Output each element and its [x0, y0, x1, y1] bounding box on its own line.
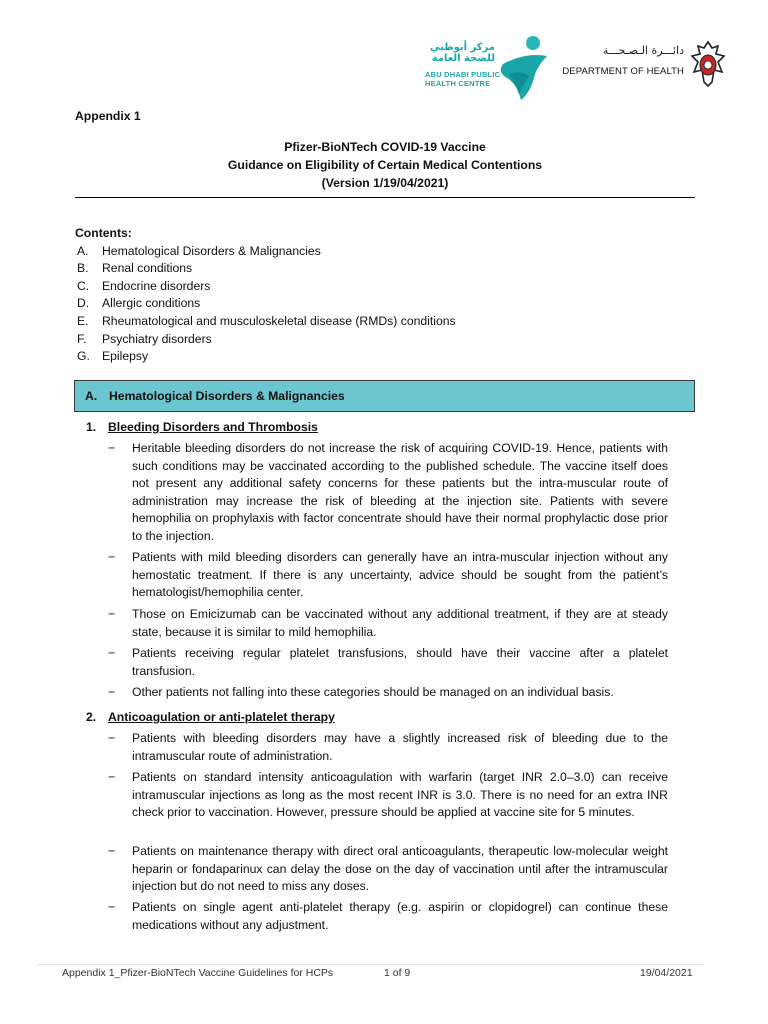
contents-text: Allergic conditions: [102, 296, 201, 311]
bullet-text: Other patients not falling into these categories should be managed on an individual basis.: [132, 685, 614, 699]
contents-heading: Contents:: [75, 226, 132, 240]
title-line-1: Pfizer-BioNTech COVID-19 Vaccine: [284, 140, 486, 154]
contents-letter: D.: [77, 296, 90, 311]
contents-item: [75, 331, 456, 349]
adphc-english-line1: ABU DHABI PUBLIC: [425, 70, 501, 79]
list-item: [108, 730, 668, 765]
footer-divider: [38, 964, 704, 965]
bullet-dash: −: [108, 900, 116, 914]
bullet-dash: −: [108, 685, 116, 699]
contents-letter: E.: [77, 313, 89, 328]
falcon-emblem-icon: [688, 38, 728, 90]
section-letter: A.: [85, 389, 98, 403]
contents-letter: B.: [77, 261, 89, 276]
bullet-dash: −: [108, 441, 116, 455]
adphc-logo: [425, 34, 555, 102]
bullet-text: Patients on maintenance therapy with direct oral anticoagulants, therapeutic low-molecular weight heparin or fondaparinux can delay the dose on the day of vaccination until after the intramuscular injection but do not need to miss any doses.: [132, 844, 668, 893]
doh-english-name: DEPARTMENT OF HEALTH: [562, 66, 684, 77]
document-title: [75, 138, 695, 192]
section-title: Hematological Disorders & Malignancies: [109, 389, 345, 403]
footer-page-number: 1 of 9: [384, 967, 411, 979]
title-divider: [75, 197, 695, 198]
contents-item: [75, 295, 456, 313]
list-item: [108, 606, 668, 641]
bullet-dash: −: [108, 844, 116, 858]
bullet-text: Patients on single agent anti-platelet therapy (e.g. aspirin or clopidogrel) can continue these medications without any adjustment.: [132, 900, 668, 932]
list-item: [108, 645, 668, 680]
contents-item: [75, 313, 456, 331]
bullet-text: Heritable bleeding disorders do not increase the risk of acquiring COVID-19. Hence, patients with such conditions may be vaccinated according to the published schedule. The vaccine itself does not present any additional safety concerns for these patients but the intra-muscular route of administration may increase the risk of bleeding at the injection site. Patients with severe hemophilia on prophylaxis with factor concentrate should have their normal prophylactic dose prior to the injection.: [132, 441, 668, 543]
contents-letter: F.: [77, 331, 87, 346]
adphc-english-line2: HEALTH CENTRE: [425, 79, 491, 88]
bullet-text: Patients with bleeding disorders may have a slightly increased risk of bleeding due to the intramuscular route of administration.: [132, 731, 668, 763]
contents-letter: C.: [77, 278, 90, 293]
bullet-dash: −: [108, 607, 116, 621]
list-item: [108, 769, 668, 822]
footer-doc-name: Appendix 1_Pfizer-BioNTech Vaccine Guidelines for HCPs: [62, 967, 334, 979]
contents-text: Renal conditions: [102, 261, 193, 276]
title-line-2: Guidance on Eligibility of Certain Medical Contentions: [227, 158, 543, 172]
appendix-label: Appendix 1: [75, 109, 141, 123]
list-item: [108, 549, 668, 602]
contents-item: [75, 348, 456, 366]
contents-text: Epilepsy: [102, 349, 149, 364]
doh-arabic-name: دائـــرة الـصـحـــة: [602, 44, 684, 57]
subsection-number: 1.: [86, 420, 97, 434]
adphc-arabic-name: مركز أبوظبي للصحة العامة: [430, 42, 495, 64]
contents-text: Endocrine disorders: [102, 278, 211, 293]
contents-letter: G.: [77, 349, 90, 364]
adphc-figure-icon: [495, 34, 555, 102]
list-item: [108, 843, 668, 896]
bullet-dash: −: [108, 550, 116, 564]
subsection-number: 2.: [86, 710, 97, 724]
bullet-text: Those on Emicizumab can be vaccinated without any additional treatment, if they are at steady state, because it is similar to mild hemophilia.: [132, 607, 668, 639]
contents-text: Hematological Disorders & Malignancies: [102, 243, 321, 258]
list-item: [108, 899, 668, 934]
bullet-text: Patients receiving regular platelet transfusions, should have their vaccine after a platelet transfusion.: [132, 646, 668, 678]
bullet-text: Patients on standard intensity anticoagulation with warfarin (target INR 2.0–3.0) can receive intramuscular injections as long as the most recent INR is 3.0. There is no need for an extra INR check prior to vaccination. However, pressure should be applied at vaccine site for 5 minutes.: [132, 770, 668, 819]
section-a-header: [74, 380, 695, 412]
adphc-english-name: [425, 70, 500, 88]
list-item: [108, 440, 668, 545]
bullet-text: Patients with mild bleeding disorders can generally have an intra-muscular injection without any hemostatic treatment. If there is any uncertainty, advice should be sought from the patient’s hematologist/hemophilia center.: [132, 550, 668, 599]
bullet-dash: −: [108, 646, 116, 660]
contents-item: [75, 278, 456, 296]
contents-text: Rheumatological and musculoskeletal disease (RMDs) conditions: [102, 313, 456, 328]
header-logos: [0, 32, 768, 102]
bullet-dash: −: [108, 731, 116, 745]
footer-date: 19/04/2021: [640, 967, 693, 979]
contents-list: [75, 225, 456, 366]
subsection-2-heading: [86, 710, 335, 724]
doh-logo: [562, 42, 684, 82]
subsection-title: Anticoagulation or anti-platelet therapy: [108, 710, 335, 724]
bullet-dash: −: [108, 770, 116, 784]
contents-item: [75, 243, 456, 261]
list-item: [108, 684, 668, 702]
title-line-3: (Version 1/19/04/2021): [321, 176, 449, 190]
subsection-1-heading: [86, 420, 318, 434]
subsection-title: Bleeding Disorders and Thrombosis: [108, 420, 318, 434]
contents-letter: A.: [77, 243, 89, 258]
contents-item: [75, 260, 456, 278]
contents-text: Psychiatry disorders: [102, 331, 212, 346]
